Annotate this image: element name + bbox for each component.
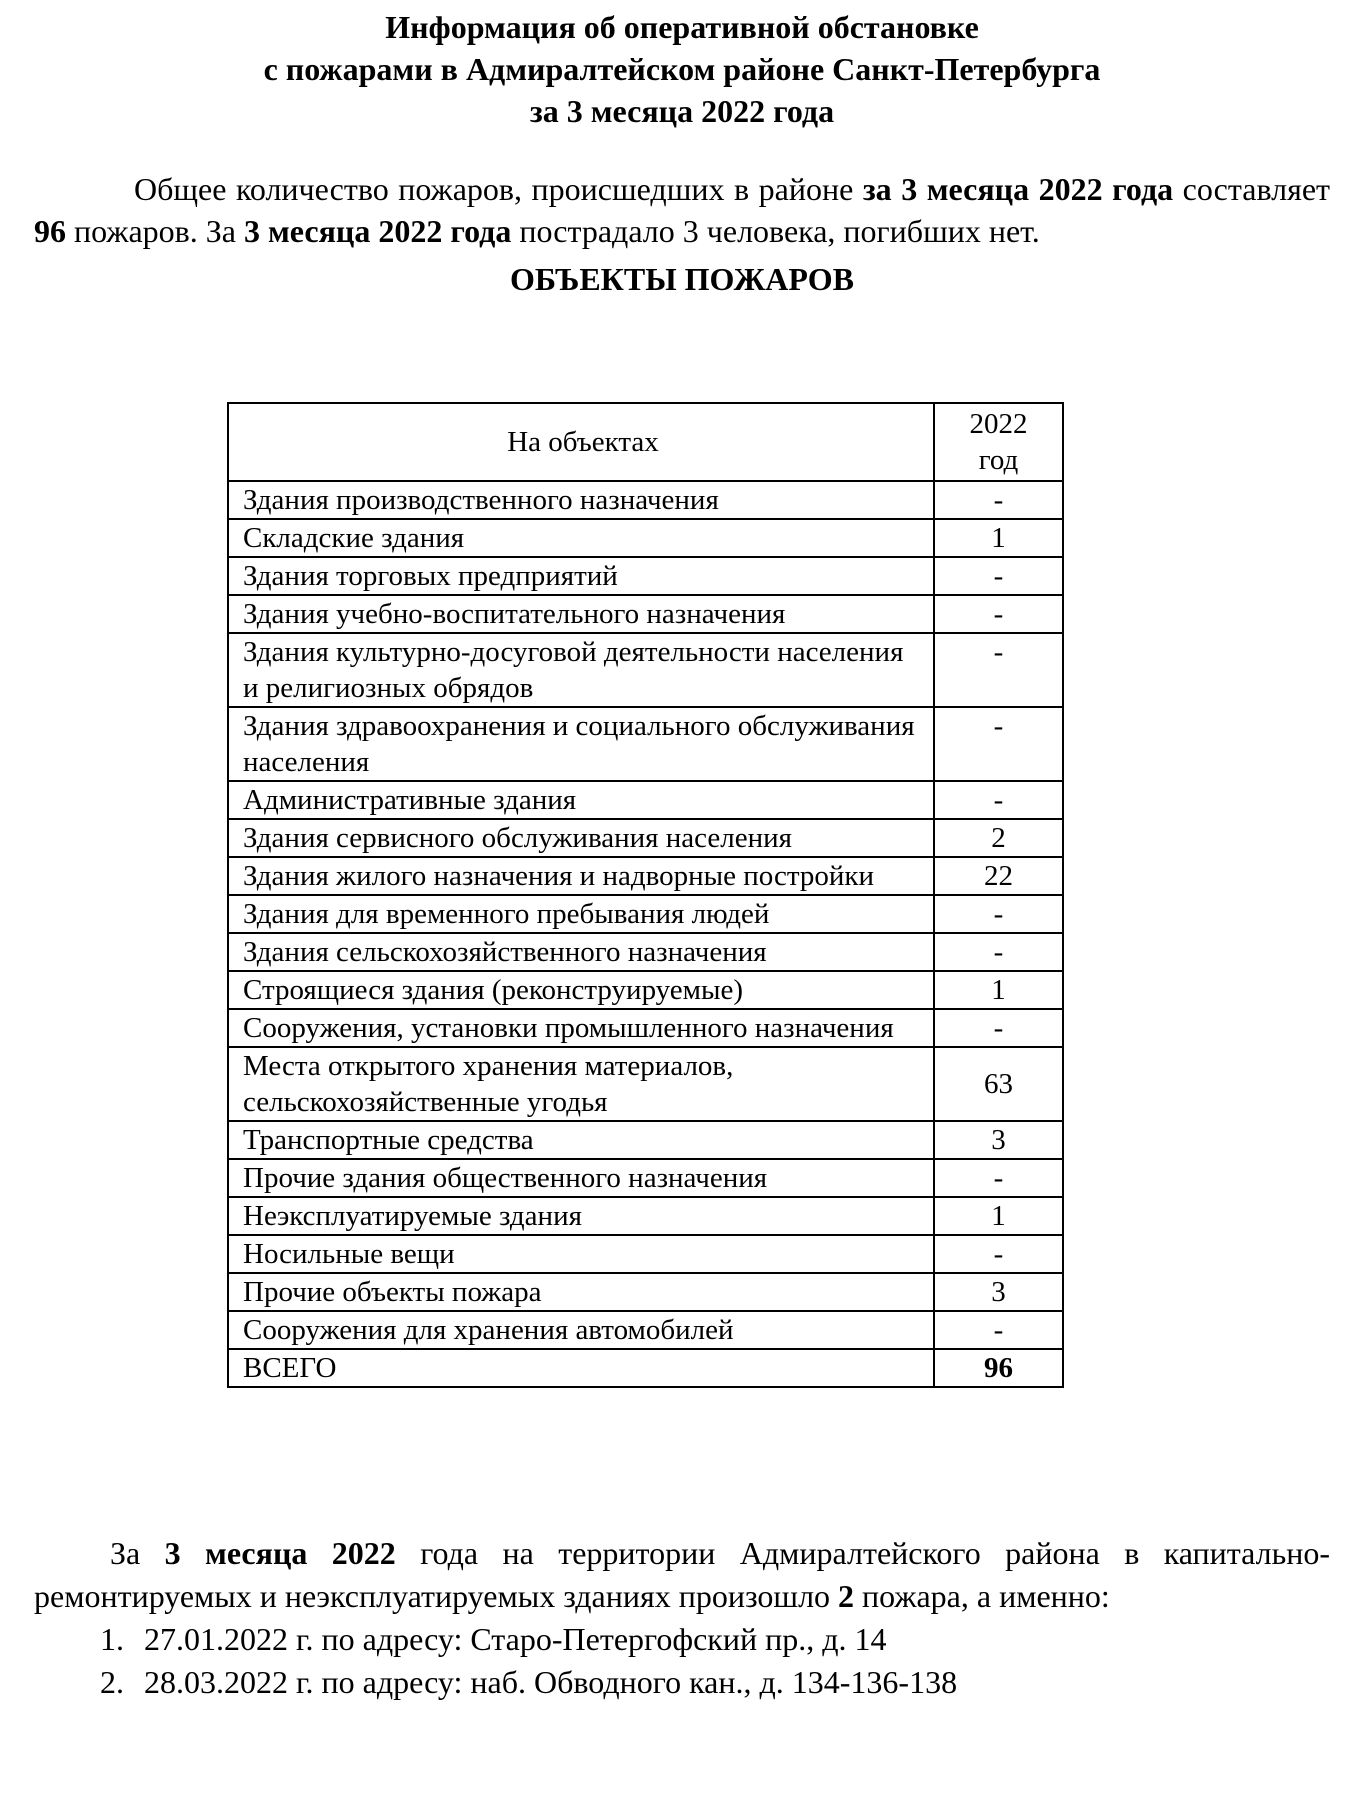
row-value: 1 [934, 519, 1063, 557]
intro-text-1: Общее количество пожаров, происшедших в районе [134, 171, 863, 207]
row-value: 3 [934, 1273, 1063, 1311]
intro-paragraph [34, 168, 1330, 252]
header-year [934, 403, 1063, 481]
summary-paragraph [34, 1532, 1330, 1618]
table-row [228, 557, 1063, 595]
row-value: 3 [934, 1121, 1063, 1159]
row-label: Здания сервисного обслуживания населения [228, 819, 934, 857]
summary-text-3: пожара, а именно: [854, 1578, 1110, 1614]
row-label: Здания жилого назначения и надворные постройки [228, 857, 934, 895]
fire-objects-table [227, 402, 1064, 1388]
row-value: - [934, 781, 1063, 819]
row-label: Здания культурно-досуговой деятельности населения и религиозных обрядов [228, 633, 934, 707]
intro-period-bold-2: 3 месяца 2022 года [243, 213, 512, 249]
summary-section [34, 1532, 1330, 1704]
table-row [228, 1159, 1063, 1197]
summary-text-2: года на территории Адмиралтейского района в капитально-ремонтируемых и неэксплуатируемых зданиях произошло [34, 1535, 1331, 1614]
table-row [228, 1273, 1063, 1311]
document-title [34, 0, 1330, 132]
header-year-line1: 2022 [969, 408, 1028, 440]
row-value: - [934, 895, 1063, 933]
intro-total-bold: 96 [34, 213, 66, 249]
row-label: Неэксплуатируемые здания [228, 1197, 934, 1235]
table-row [228, 1121, 1063, 1159]
row-value: - [934, 1235, 1063, 1273]
title-line-1: Информация об оперативной обстановке [385, 9, 979, 45]
row-label: Сооружения для хранения автомобилей [228, 1311, 934, 1349]
row-value: 1 [934, 971, 1063, 1009]
row-value: - [934, 481, 1063, 519]
row-label: Строящиеся здания (реконструируемые) [228, 971, 934, 1009]
row-value: - [934, 1009, 1063, 1047]
list-item: 1. 27.01.2022 г. по адресу: Старо-Петергофский пр., д. 14 [132, 1618, 1330, 1661]
row-label: Административные здания [228, 781, 934, 819]
table-row [228, 857, 1063, 895]
table-row [228, 1009, 1063, 1047]
table-row [228, 933, 1063, 971]
section-title: ОБЪЕКТЫ ПОЖАРОВ [510, 261, 854, 297]
document-page [34, 0, 1330, 300]
header-objects: На объектах [228, 403, 934, 481]
row-label: Здания учебно-воспитательного назначения [228, 595, 934, 633]
table-row [228, 895, 1063, 933]
row-label: Сооружения, установки промышленного назначения [228, 1009, 934, 1047]
summary-period-bold: 3 месяца 2022 [164, 1535, 396, 1571]
row-value: - [934, 1311, 1063, 1349]
row-label: Здания сельскохозяйственного назначения [228, 933, 934, 971]
table-row [228, 595, 1063, 633]
row-value: - [934, 557, 1063, 595]
table-total-row [228, 1349, 1063, 1387]
list-item: 2. 28.03.2022 г. по адресу: наб. Обводного кан., д. 134-136-138 [132, 1661, 1330, 1704]
table-row [228, 707, 1063, 781]
summary-text-1: За [110, 1535, 165, 1571]
row-label: Транспортные средства [228, 1121, 934, 1159]
intro-period-bold: за 3 месяца 2022 года [862, 171, 1174, 207]
row-label: Места открытого хранения материалов, сельскохозяйственные угодья [228, 1047, 934, 1121]
table-row [228, 1311, 1063, 1349]
intro-text-3: пожаров. За [66, 213, 244, 249]
row-value: - [934, 707, 1063, 781]
total-value: 96 [934, 1349, 1063, 1387]
table-row [228, 1235, 1063, 1273]
table-row [228, 1047, 1063, 1121]
row-label: Носильные вещи [228, 1235, 934, 1273]
row-value: - [934, 595, 1063, 633]
header-year-line2: год [978, 444, 1019, 476]
row-value: - [934, 933, 1063, 971]
row-label: Здания для временного пребывания людей [228, 895, 934, 933]
row-value: - [934, 1159, 1063, 1197]
table-row [228, 633, 1063, 707]
row-label: Прочие здания общественного назначения [228, 1159, 934, 1197]
table-header-row [228, 403, 1063, 481]
row-value: 22 [934, 857, 1063, 895]
row-label: Складские здания [228, 519, 934, 557]
incident-list [34, 1618, 1330, 1704]
row-value: - [934, 633, 1063, 707]
summary-count-bold: 2 [838, 1578, 855, 1614]
table-row [228, 1197, 1063, 1235]
table-row [228, 481, 1063, 519]
intro-text-4: пострадало 3 человека, погибших нет. [511, 213, 1040, 249]
row-label: Здания здравоохранения и социального обслуживания населения [228, 707, 934, 781]
title-line-3: за 3 месяца 2022 года [529, 93, 835, 129]
total-label: ВСЕГО [228, 1349, 934, 1387]
row-label: Здания торговых предприятий [228, 557, 934, 595]
title-line-2: с пожарами в Адмиралтейском районе Санкт-Петербурга [263, 51, 1101, 87]
table-row [228, 519, 1063, 557]
row-label: Здания производственного назначения [228, 481, 934, 519]
row-value: 1 [934, 1197, 1063, 1235]
row-value: 63 [934, 1047, 1063, 1121]
table-row [228, 819, 1063, 857]
row-label: Прочие объекты пожара [228, 1273, 934, 1311]
row-value: 2 [934, 819, 1063, 857]
table-row [228, 971, 1063, 1009]
table-row [228, 781, 1063, 819]
intro-text-2: составляет [1173, 171, 1331, 207]
